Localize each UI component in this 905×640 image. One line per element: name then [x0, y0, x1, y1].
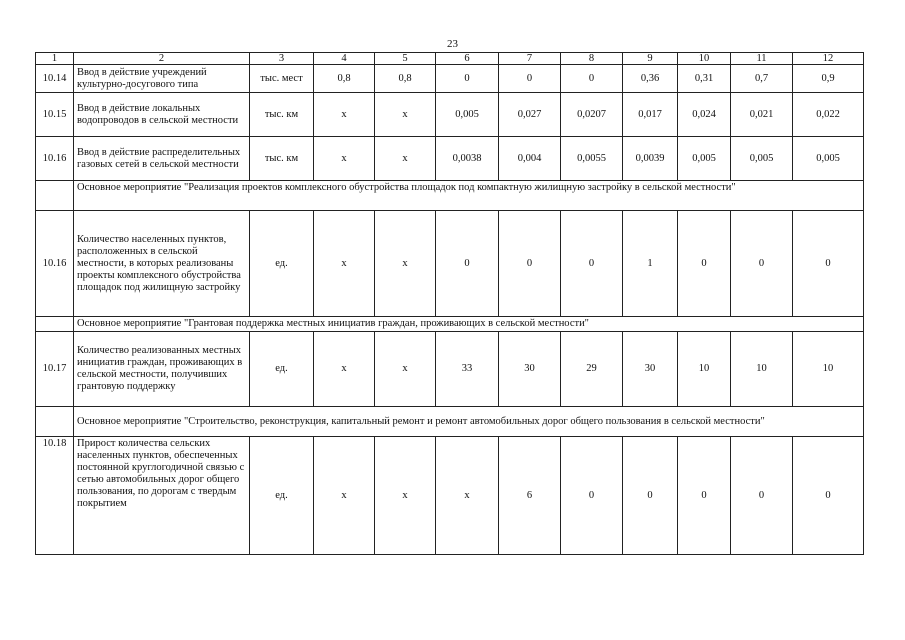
value-cell: 0,0038 [436, 137, 499, 181]
row-number: 10.14 [36, 65, 74, 93]
value-cell: х [375, 137, 436, 181]
table-row [36, 93, 864, 137]
value-cell: 0,31 [678, 65, 731, 93]
event-row [36, 317, 864, 332]
value-cell: 0,9 [793, 65, 864, 93]
indicator-name: Количество реализованных местных инициатив граждан, проживающих в сельской местности, получивших грантовую поддержку [74, 332, 250, 407]
value-cell: 0 [731, 211, 793, 317]
value-cell: 0 [793, 437, 864, 555]
header-cell: 8 [561, 53, 623, 65]
header-cell: 7 [499, 53, 561, 65]
value-cell: х [375, 437, 436, 555]
value-cell: х [314, 93, 375, 137]
value-cell: 0,005 [731, 137, 793, 181]
value-cell: 0 [623, 437, 678, 555]
table-row [36, 137, 864, 181]
value-cell: х [314, 332, 375, 407]
value-cell: 0,0055 [561, 137, 623, 181]
header-cell: 12 [793, 53, 864, 65]
row-number: 10.18 [36, 437, 74, 555]
page-number: 23 [447, 38, 458, 50]
value-cell: х [314, 211, 375, 317]
event-row [36, 407, 864, 437]
value-cell: 0,0207 [561, 93, 623, 137]
event-title: Основное мероприятие "Строительство, реконструкция, капитальный ремонт и ремонт автомобильных дорог общего пользования в сельской местности" [74, 407, 864, 437]
value-cell: 1 [623, 211, 678, 317]
header-cell: 3 [250, 53, 314, 65]
value-cell: х [314, 437, 375, 555]
empty-cell [36, 407, 74, 437]
header-cell: 11 [731, 53, 793, 65]
value-cell: 0 [499, 211, 561, 317]
unit-cell: ед. [250, 437, 314, 555]
value-cell: х [375, 93, 436, 137]
row-number: 10.16 [36, 137, 74, 181]
value-cell: 10 [678, 332, 731, 407]
value-cell: х [314, 137, 375, 181]
value-cell: 0 [793, 211, 864, 317]
value-cell: 0 [731, 437, 793, 555]
value-cell: 30 [499, 332, 561, 407]
value-cell: 10 [793, 332, 864, 407]
value-cell: 0,0039 [623, 137, 678, 181]
value-cell: 0 [561, 65, 623, 93]
table-row [36, 332, 864, 407]
value-cell: 0 [561, 437, 623, 555]
indicators-table [35, 52, 864, 555]
event-title: Основное мероприятие "Реализация проектов комплексного обустройства площадок под компактную жилищную застройку в сельской местности" [74, 181, 864, 211]
header-cell: 6 [436, 53, 499, 65]
value-cell: 0,022 [793, 93, 864, 137]
empty-cell [36, 181, 74, 211]
value-cell: 33 [436, 332, 499, 407]
unit-cell: ед. [250, 332, 314, 407]
value-cell: 0,027 [499, 93, 561, 137]
indicator-name: Ввод в действие локальных водопроводов в сельской местности [74, 93, 250, 137]
unit-cell: тыс. мест [250, 65, 314, 93]
value-cell: х [375, 332, 436, 407]
value-cell: 0 [678, 437, 731, 555]
header-cell: 5 [375, 53, 436, 65]
value-cell: 0,024 [678, 93, 731, 137]
header-cell: 1 [36, 53, 74, 65]
value-cell: 0,36 [623, 65, 678, 93]
value-cell: х [375, 211, 436, 317]
header-cell: 10 [678, 53, 731, 65]
header-cell: 4 [314, 53, 375, 65]
unit-cell: тыс. км [250, 137, 314, 181]
indicator-name: Количество населенных пунктов, расположенных в сельской местности, в которых реализованы проекты комплексного обустройства площадок под жилищную застройку [74, 211, 250, 317]
value-cell: 0 [561, 211, 623, 317]
value-cell: 0,005 [793, 137, 864, 181]
value-cell: 30 [623, 332, 678, 407]
value-cell: 29 [561, 332, 623, 407]
table-row [36, 211, 864, 317]
unit-cell: тыс. км [250, 93, 314, 137]
table-row [36, 65, 864, 93]
value-cell: 0,004 [499, 137, 561, 181]
empty-cell [36, 317, 74, 332]
value-cell: 0,8 [375, 65, 436, 93]
value-cell: 0 [678, 211, 731, 317]
value-cell: 6 [499, 437, 561, 555]
value-cell: 0,8 [314, 65, 375, 93]
row-number: 10.15 [36, 93, 74, 137]
value-cell: 0 [436, 211, 499, 317]
header-cell: 2 [74, 53, 250, 65]
event-row [36, 181, 864, 211]
header-row [36, 53, 864, 65]
value-cell: 0,7 [731, 65, 793, 93]
value-cell: 0,005 [678, 137, 731, 181]
unit-cell: ед. [250, 211, 314, 317]
value-cell: 0 [499, 65, 561, 93]
value-cell: х [436, 437, 499, 555]
value-cell: 10 [731, 332, 793, 407]
row-number: 10.17 [36, 332, 74, 407]
indicator-name: Ввод в действие учреждений культурно-досугового типа [74, 65, 250, 93]
indicator-name: Ввод в действие распределительных газовых сетей в сельской местности [74, 137, 250, 181]
row-number: 10.16 [36, 211, 74, 317]
indicator-name: Прирост количества сельских населенных пунктов, обеспеченных постоянной круглогодичной связью с сетью автомобильных дорог общего пользования, по дорогам с твердым покрытием [74, 437, 250, 555]
table-row [36, 437, 864, 555]
value-cell: 0,005 [436, 93, 499, 137]
value-cell: 0 [436, 65, 499, 93]
value-cell: 0,017 [623, 93, 678, 137]
event-title: Основное мероприятие "Грантовая поддержка местных инициатив граждан, проживающих в сельской местности" [74, 317, 864, 332]
value-cell: 0,021 [731, 93, 793, 137]
header-cell: 9 [623, 53, 678, 65]
